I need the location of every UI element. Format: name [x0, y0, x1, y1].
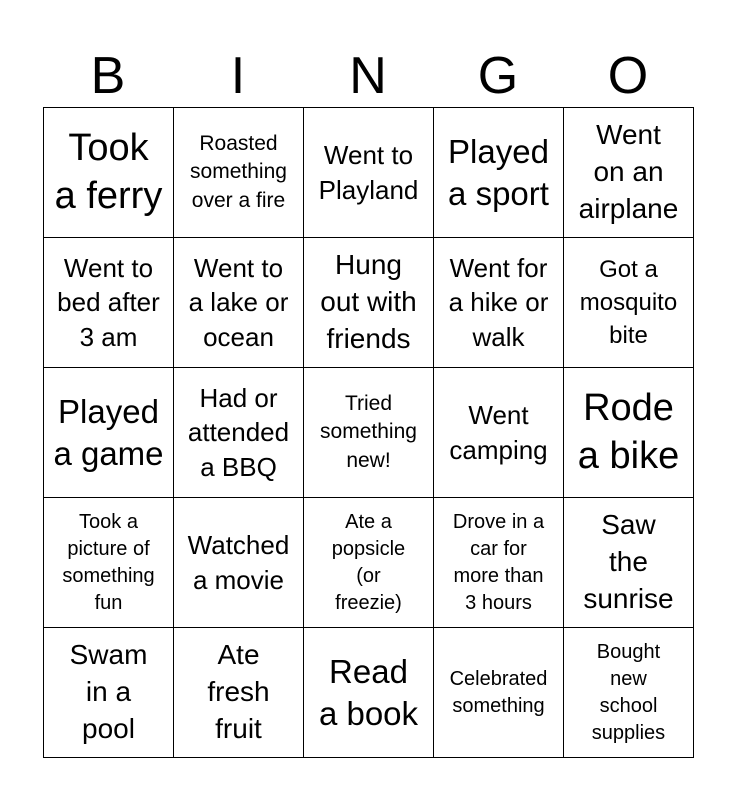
cell-text: Had or attended a BBQ: [187, 383, 290, 482]
bingo-cell: [564, 498, 694, 628]
bingo-cell: [44, 498, 174, 628]
cell-text: Saw the sunrise: [583, 509, 674, 614]
bingo-cell: [304, 108, 434, 238]
bingo-cell: [304, 238, 434, 368]
bingo-cell: [44, 628, 174, 758]
bingo-cell: [44, 238, 174, 368]
cell-text: Took a ferry: [54, 127, 163, 217]
bingo-cell: [174, 498, 304, 628]
bingo-cell: [434, 628, 564, 758]
cell-text: Rode a bike: [577, 387, 680, 477]
cell-text: Tried something new!: [320, 391, 417, 472]
bingo-cell: [564, 628, 694, 758]
bingo-cell: [44, 108, 174, 238]
cell-text: Went for a hike or walk: [448, 253, 549, 352]
bingo-cell: [564, 368, 694, 498]
cell-text: Bought new school supplies: [591, 640, 666, 744]
cell-text: Went camping: [449, 400, 548, 465]
cell-text: Played a sport: [448, 133, 549, 212]
cell-text: Took a picture of something fun: [62, 510, 155, 614]
cell-text: Swam in a pool: [69, 639, 148, 744]
bingo-header: [43, 44, 693, 108]
cell-text: Went to bed after 3 am: [57, 253, 160, 352]
bingo-cell: [174, 628, 304, 758]
bingo-cell: [304, 498, 434, 628]
bingo-cell: [304, 628, 434, 758]
bingo-cell: [434, 368, 564, 498]
bingo-cell: [304, 368, 434, 498]
header-letter-b: B: [90, 47, 126, 105]
cell-text: Played a game: [53, 393, 164, 472]
header-letter-g: G: [477, 47, 519, 105]
bingo-board: [43, 107, 694, 758]
cell-text: Celebrated something: [449, 667, 548, 717]
cell-text: Watched a movie: [187, 530, 290, 595]
bingo-cell: [174, 368, 304, 498]
bingo-cell: [434, 498, 564, 628]
bingo-cell: [564, 238, 694, 368]
cell-text: Read a book: [318, 653, 419, 732]
bingo-cell: [564, 108, 694, 238]
header-letter-n: N: [349, 47, 387, 105]
bingo-cell: [44, 368, 174, 498]
cell-text: Roasted something over a fire: [190, 131, 287, 212]
bingo-cell: [174, 108, 304, 238]
bingo-cell: [174, 238, 304, 368]
header-letter-o: O: [607, 47, 649, 105]
cell-text: Went to Playland: [318, 140, 419, 205]
cell-text: Ate a popsicle (or freezie): [331, 510, 406, 614]
cell-text: Hung out with friends: [320, 249, 417, 354]
bingo-cell: [434, 238, 564, 368]
cell-text: Ate fresh fruit: [207, 639, 270, 744]
bingo-cell: [434, 108, 564, 238]
cell-text: Drove in a car for more than 3 hours: [452, 510, 545, 614]
cell-text: Went on an airplane: [578, 119, 679, 224]
cell-text: Went to a lake or ocean: [188, 253, 289, 352]
cell-text: Got a mosquito bite: [579, 255, 678, 350]
header-letter-i: I: [230, 47, 246, 105]
